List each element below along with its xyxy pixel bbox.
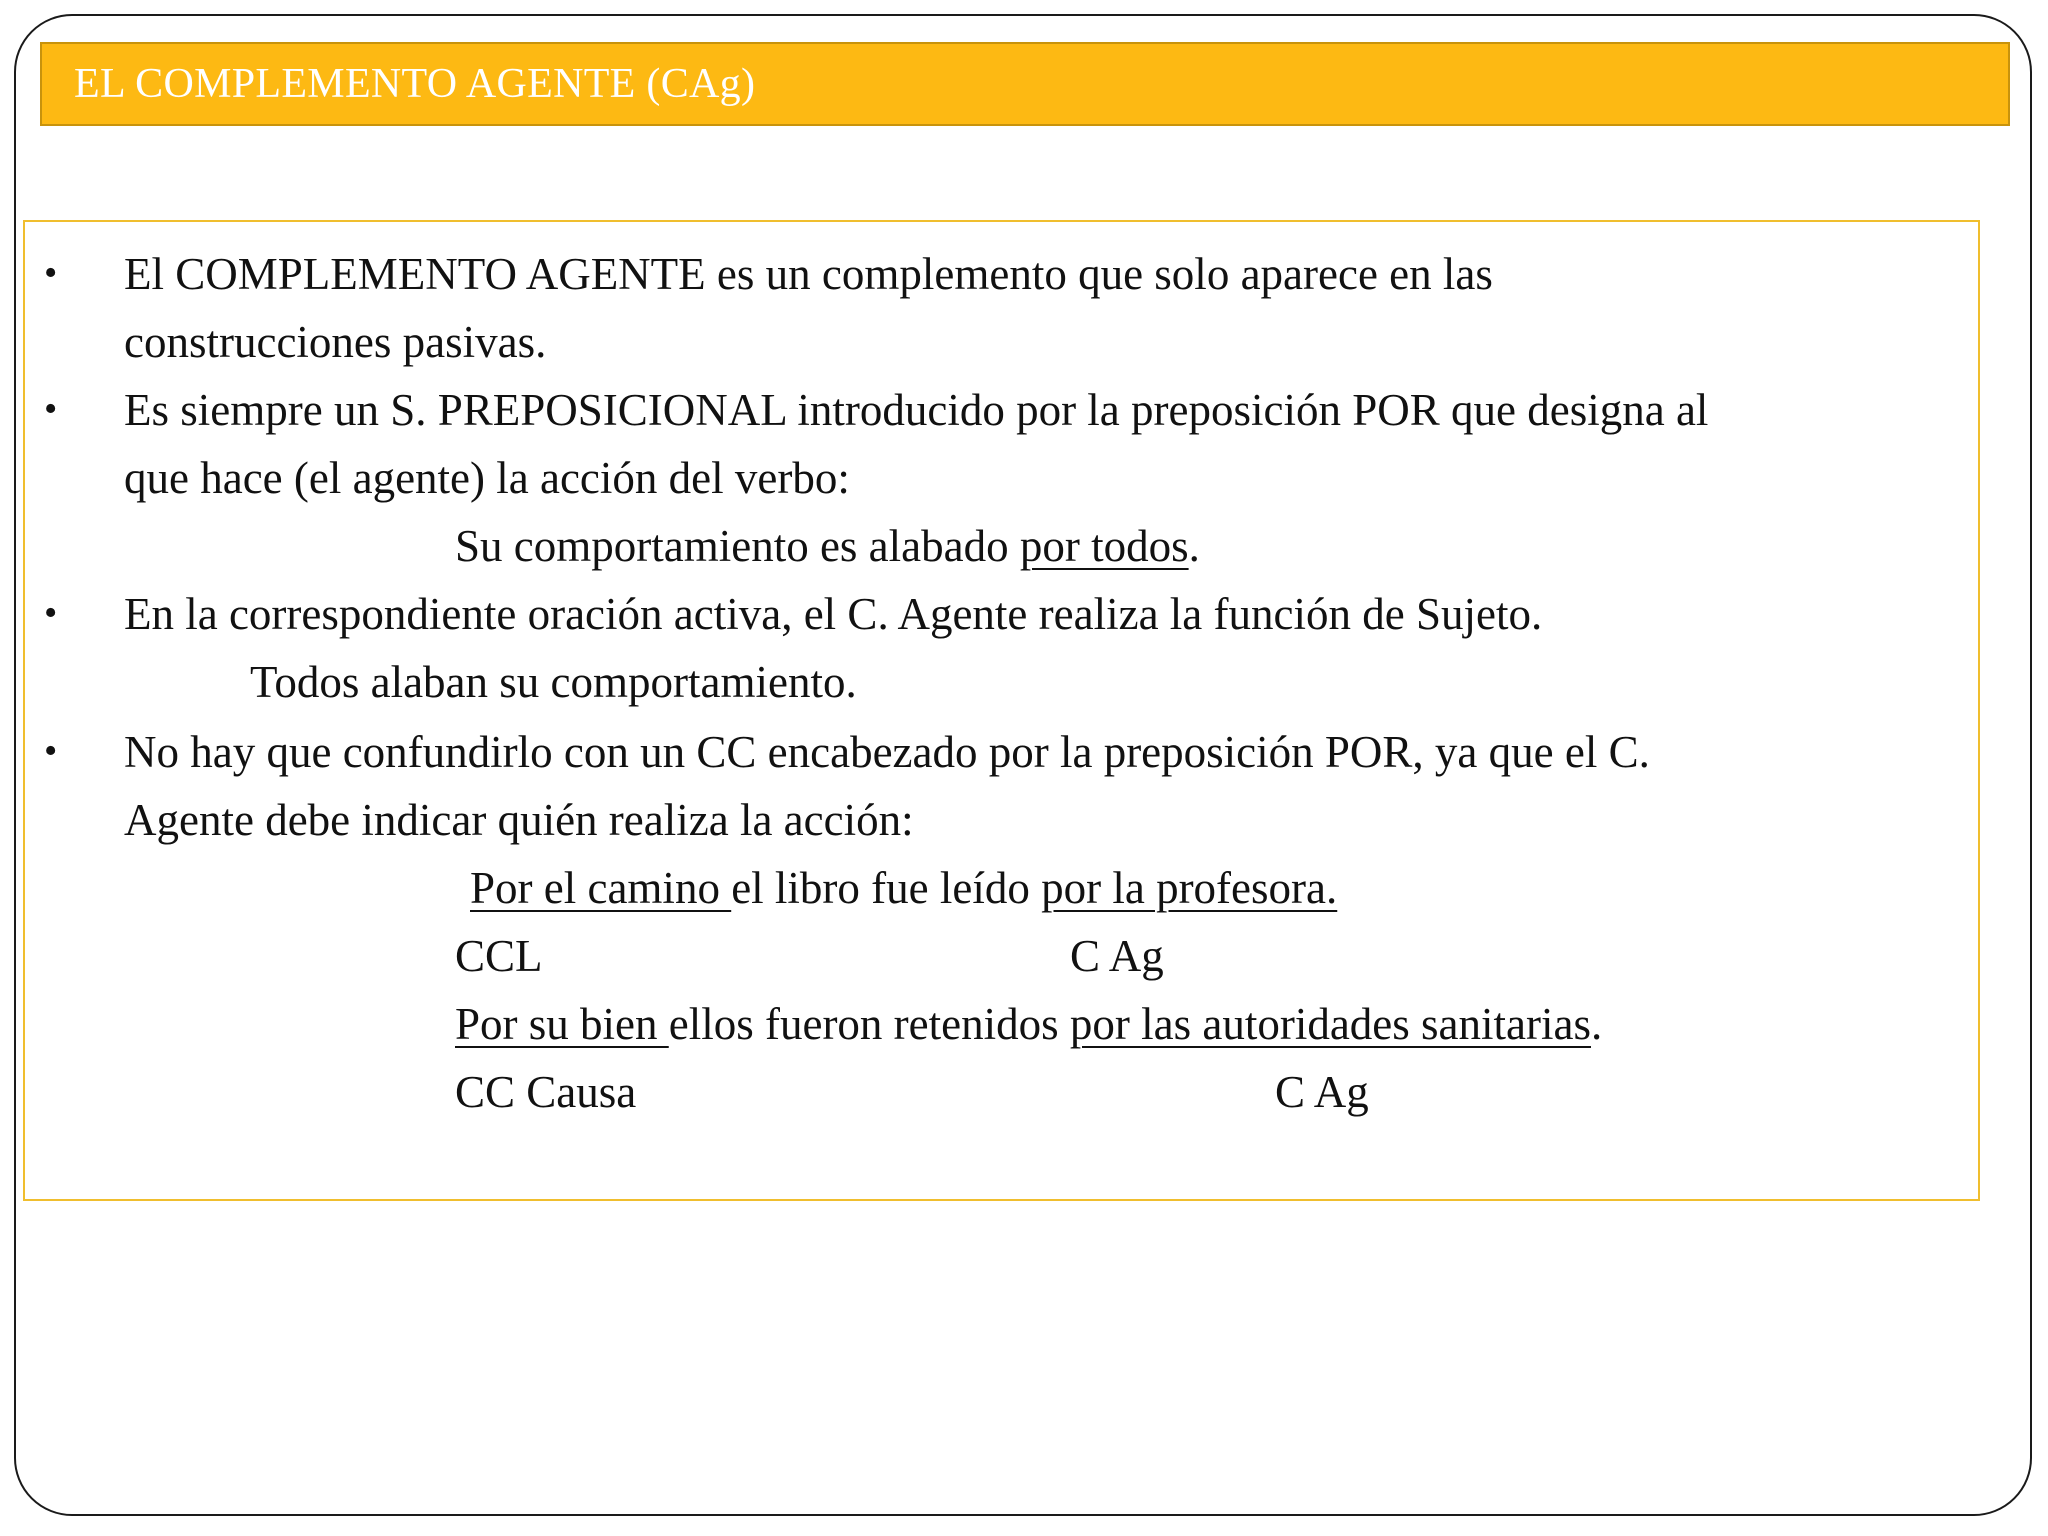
bullet-1-line-1: El COMPLEMENTO AGENTE es un complemento que solo aparece en las: [124, 249, 1493, 299]
bullet-4-line-1: No hay que confundirlo con un CC encabezado por la preposición POR, ya que el C.: [124, 727, 1650, 777]
bullet-icon: •: [44, 730, 58, 772]
example-sentence-3: Por el camino el libro fue leído por la profesora.: [470, 863, 1338, 913]
bullet-3-line-1: En la correspondiente oración activa, el C. Agente realiza la función de Sujeto.: [124, 589, 1543, 639]
label-c-ag: C Ag: [1275, 1067, 1369, 1117]
bullet-1-line-2: construcciones pasivas.: [124, 317, 547, 367]
label-cc-causa: CC Causa: [455, 1067, 637, 1117]
bullet-icon: •: [44, 252, 58, 294]
bullet-4-line-2: Agente debe indicar quién realiza la acción:: [124, 795, 914, 845]
bullet-2-line-2: que hace (el agente) la acción del verbo:: [124, 453, 850, 503]
example-sentence-1: Su comportamiento es alabado por todos.: [455, 521, 1200, 571]
title-bar: [40, 42, 2010, 126]
ccl-phrase: Por el camino: [470, 863, 732, 913]
content-box: [23, 220, 1980, 1201]
agent-phrase: por las autoridades sanitarias: [1069, 999, 1591, 1049]
label-c-ag: C Ag: [1070, 931, 1164, 981]
label-ccl: CCL: [455, 931, 543, 981]
slide-title: EL COMPLEMENTO AGENTE (CAg): [74, 61, 756, 107]
bullet-2-line-1: Es siempre un S. PREPOSICIONAL introducido por la preposición POR que designa al: [124, 385, 1709, 435]
cc-causa-phrase: Por su bien: [455, 999, 669, 1049]
bullet-icon: •: [44, 388, 58, 430]
example-sentence-4: Por su bien ellos fueron retenidos por las autoridades sanitarias.: [455, 999, 1603, 1049]
bullet-icon: •: [44, 592, 58, 634]
example-sentence-2: Todos alaban su comportamiento.: [250, 657, 857, 707]
agent-phrase: por la profesora.: [1041, 863, 1338, 913]
agent-phrase: por todos: [1019, 521, 1189, 571]
